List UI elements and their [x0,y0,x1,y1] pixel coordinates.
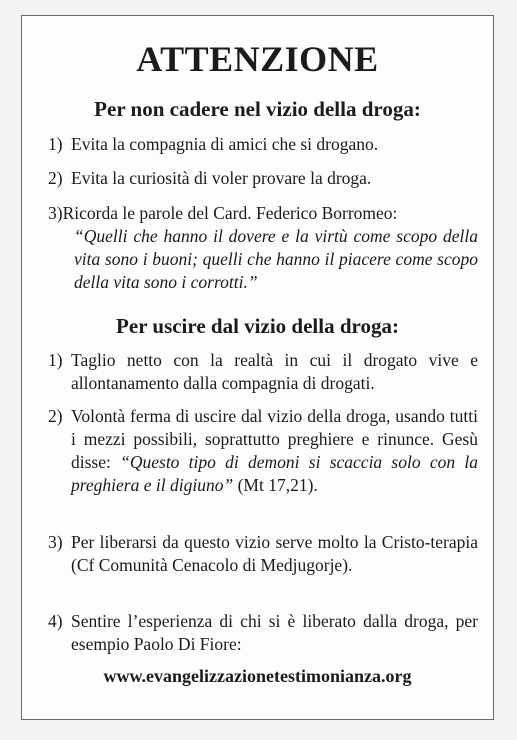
item-text: Evita la curiosità di voler provare la droga. [71,168,372,188]
item-number: 3) [48,532,63,552]
item-text: Taglio netto con la realtà in cui il drogato vive e allontanamento dalla compagnia di drogati. [71,350,478,393]
item-text: Volontà ferma di uscire dal vizio della droga, usando tutti i mezzi possibili, soprattutto preghiere e rinunce. Gesù disse: [71,406,478,472]
item-number: 2) [48,406,63,426]
list-item [48,405,478,497]
item-number: 4) [48,611,63,631]
item-number: 1) [48,350,63,370]
item-number: 3) [48,203,63,223]
item-text: Per liberarsi da questo vizio serve molto la Cristo-terapia (Cf Comunità Cenacolo di Medjugorje). [71,532,478,575]
list-item [48,133,478,156]
item-number: 1) [48,134,63,154]
quote-text: “Quelli che hanno il dovere e la virtù come scopo della vita sono i buoni; quelli che hanno il piacere come scopo della vita sono i corrotti.” [74,226,478,292]
list-item [48,167,478,190]
bible-reference: (Mt 17,21). [237,475,318,495]
item-text: Sentire l’esperienza di chi si è liberato dalla droga, per esempio Paolo Di Fiore: [71,611,478,654]
list-item [48,531,478,577]
item-text: Ricorda le parole del Card. Federico Borromeo: [62,203,398,223]
item-number: 2) [48,168,63,188]
page-title: ATTENZIONE [136,39,379,79]
website-link[interactable]: www.evangelizzazionetestimonianza.org [103,666,412,686]
list-item [48,610,478,656]
item-text: Evita la compagnia di amici che si drogano. [71,134,379,154]
section-heading-prevention: Per non cadere nel vizio della droga: [94,97,421,121]
list-item [48,349,478,395]
quote-text: “Questo tipo di demoni si scaccia solo con la preghiera e il digiuno” [71,452,478,495]
card [21,15,494,720]
list-item [48,202,478,294]
section-heading-recovery: Per uscire dal vizio della droga: [116,314,399,338]
